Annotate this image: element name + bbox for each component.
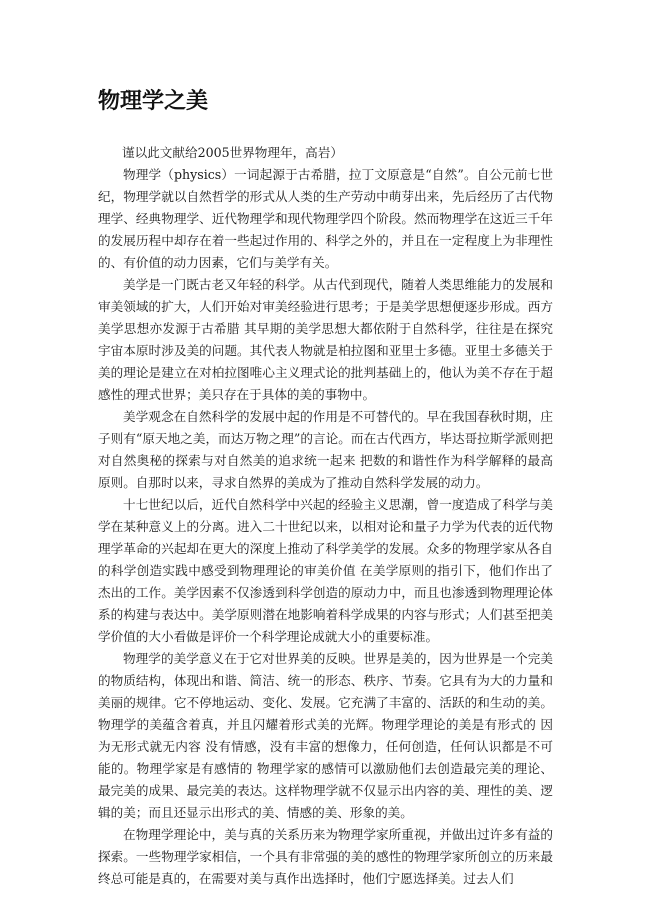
dedication-line: 谨以此文献给2005世界物理年，高岩）	[122, 145, 343, 160]
paragraph-1: 物理学（physics）一词起源于古希腊，拉丁文原意是“自然”。自公元前七世纪，物理学就以自然哲学的形式从人类的生产劳动中萌芽出来，先后经历了古代物理学、经典物理学、近代物理学和现代物理学四个阶段。然而物理学在这近三千年的发展历程中却存在着一些起过作用的、科学之外的，并且在一定程度上为非理性的、有价值的动力因素，它们与美学有关。	[98, 167, 553, 270]
paragraph-4: 十七世纪以后，近代自然科学中兴起的经验主义思潮，曾一度造成了科学与美学在某种意义上的分离。进入二十世纪以来，以相对论和量子力学为代表的近代物理学革命的兴起却在更大的深度上推动了科学美学的发展。众多的物理学家从各自的科学创造实践中感受到物理理论的审美价值 在美学原则的指引下，他们作出了杰出的工作。美学因素不仅渗透到科学创造的原动力中，而且也渗透到物理理论体系的构建与表达中。美学原则潜在地影响着科学成果的内容与形式；人们甚至把美学价值的大小看做是评价一个科学理论成就大小的重要标准。	[98, 497, 553, 644]
paragraph-5: 物理学的美学意义在于它对世界美的反映。世界是美的，因为世界是一个完美的物质结构，体现出和谐、简洁、统一的形态、秩序、节奏。它具有为大的力量和美丽的规律。它不停地运动、变化、发展。它充满了丰富的、活跃的和生动的美。物理学的美蕴含着真，并且闪耀着形式美的光辉。物理学理论的美是有形式的 因为无形式就无内容 没有情感，没有丰富的想像力，任何创造，任何认识都是不可能的。物理学家是有感情的 物理学家的感情可以激励他们去创造最完美的理论、最完美的成果、最完美的表达。这样物理学就不仅显示出内容的美、理性的美、逻辑的美；而且还显示出形式的美、情感的美、形象的美。	[98, 651, 553, 820]
document-title: 物理学之美	[98, 89, 209, 114]
document-page	[98, 86, 553, 890]
paragraph-3: 美学观念在自然科学的发展中起的作用是不可替代的。早在我国春秋时期，庄子则有“原天地之美，而达万物之理”的言论。而在古代西方，毕达哥拉斯学派则把对自然奥秘的探索与对自然美的追求统一起来 把数的和谐性作为科学解释的最高原则。自那时以来，寻求自然界的美成为了推动自然科学发展的动力。	[98, 409, 553, 490]
paragraph-6: 在物理学理论中，美与真的关系历来为物理学家所重视，并做出过许多有益的探索。一些物理学家相信，一个具有非常强的美的感性的物理学家所创立的历来最终总可能是真的，在需要对美与真作出选择时，他们宁愿选择美。过去人们	[98, 827, 553, 886]
paragraph-2: 美学是一门既古老又年轻的科学。从古代到现代，随着人类思维能力的发展和审美领域的扩大，人们开始对审美经验进行思考；于是美学思想便逐步形成。西方美学思想亦发源于古希腊 其早期的美学思想大都依附于自然科学，往往是在探究宇宙本原时涉及美的问题。其代表人物就是柏拉图和亚里士多德。亚里士多德关于美的理论是建立在对柏拉图唯心主义理式论的批判基础上的，他认为美不存在于超感性的理式世界；美只存在于具体的美的事物中。	[98, 277, 553, 402]
